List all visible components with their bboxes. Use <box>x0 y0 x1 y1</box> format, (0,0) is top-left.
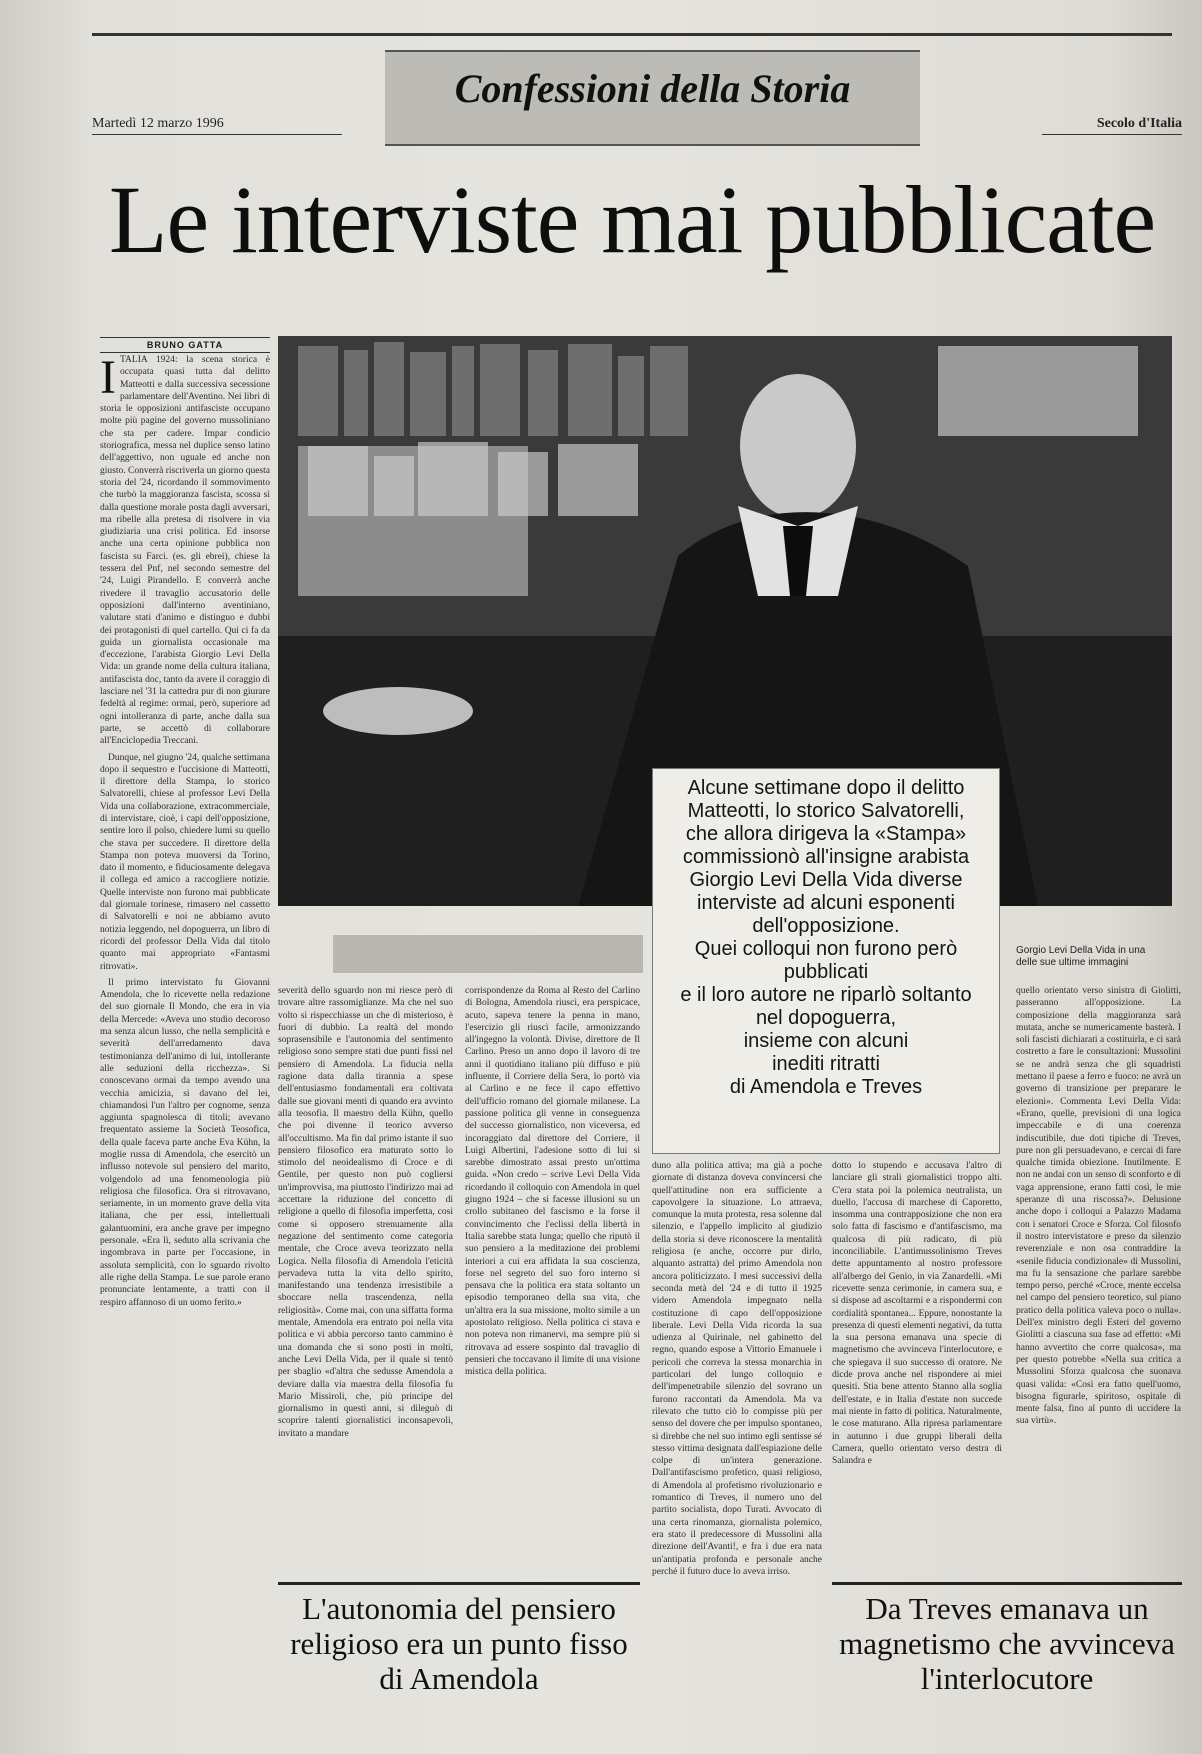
column-1-lead: TALIA 1924: la scena storica è occupata quasi tutta dal delitto Matteotti e dalla successiva secessione parlamentare dell'Aventino. Nei libri di storia le opposizioni antifasciste occupano molte più pagine del governo mussoliniano che sta per cadere. Impar condicio storiografica, messa nel duplice senso latino dell'aggettivo, non uguale ed anche non giusto. Converrà riscriverla un giorno questa storia del '24, ricordando il sommovimento che turbò la maggioranza fascista, scossa sì dalla questione morale posta dagli avversari, ma ribelle alla pretesa di risolvere in via giudiziaria una crisi politica. Ed insorse anche una certa opinione pubblica non fascista su Farci. (es. gli ebrei), chiese la tessera del Pnf, nel secondo semestre del '24, Luigi Pirandello. E converrà anche rivedere il travaglio accusatorio delle opposizioni dall'interno aventiniano, valutare stati d'animo e distinguo e dubbi dei protagonisti di quel cartello. Qui ci fa da guida un giornalista occasionale ma d'eccezione, l'arabista Giorgio Levi Della Vida: un grande nome della cultura italiana, antifascista doc, tanto da avere il coraggio di lasciare nel '31 la cattedra pur di non giurare fedeltà al regime: ormai, però, superiore ad ogni intolleranza di parte, anche dalla sua parte, se accettò di collaborare all'Enciclopedia Treccani. <box>100 355 270 747</box>
quote-line: Alcune settimane dopo il delitto <box>687 777 965 799</box>
quote-line: Quei colloqui non furono però <box>694 938 958 960</box>
quote-line: di Amendola e Treves <box>729 1076 923 1098</box>
article-column-2 <box>278 985 453 1577</box>
quote-line: Matteotti, lo storico Salvatorelli, <box>687 800 965 822</box>
section-title: Confessioni della Storia <box>454 66 851 111</box>
issue-date: Martedì 12 marzo 1996 <box>92 116 342 135</box>
drop-cap: I <box>100 354 116 404</box>
article-column-1 <box>100 354 270 1664</box>
photo-caption-line: Gorgio Levi Della Vida in una <box>1016 945 1146 956</box>
headline: Le interviste mai pubblicate <box>108 166 1156 273</box>
photo-caption-line: delle sue ultime immagini <box>1016 957 1129 968</box>
article-column-6 <box>1016 985 1181 1558</box>
photo-caption-strip <box>333 935 643 973</box>
subhead-right <box>832 1582 1182 1696</box>
article-column-4 <box>652 1160 822 1720</box>
subhead-line: L'autonomia del pensiero <box>302 1591 616 1626</box>
column-3-text: corrispondenze da Roma al Resto del Carlino di Bologna, Amendola riuscì, era perspicace, acuto, sapeva tenere la penna in mano, l'esercizio gli riuscì facile, armonizzando all'ingegno la volontà. Divise, direttore de Il Carlino. Preso un anno dopo il lavoro di tre anni il quotidiano italiano più diffuso e più influente, il Corriere della Sera, lo portò via al Carlino e ne fece il capo effettivo dell'ufficio romano del giornale milanese. La passione politica gli venne in conseguenza del successo giornalistico, non viceversa, ed incoraggiato dal direttore del Corriere, il Luigi Albertini, l'adesione sotto di lui si sarebbe dimostrato assai presto un'ottima guida. «Non credo – scrive Levi Della Vida ricordando il colloquio con Amendola in quel giugno 1924 – che si facesse illusioni su un crollo subitaneo del fascismo e la forse il convincimento che l'eclissi della libertà in Italia sarebbe stata lunga; quello che riputò il suo pensiero a la meditazione dei problemi interiori a cui era affidata la sua coscienza, forse nel segreto del suo foro interno si pensava che la politica era stata soltanto un episodio temporaneo della sua vita, che un'altra era la sua missione, molto simile a un apostolato religioso. Nella politica ci stava e non poteva non rimanervi, ma sempre più si ritrovava ad essere sospinto dal travaglio di pensieri che toccavano il limite di una visione mistica della politica. <box>465 986 640 1378</box>
quote-line: insieme con alcuni <box>743 1030 909 1052</box>
quote-line: inediti ritratti <box>772 1053 880 1075</box>
column-5-text: dotto lo stupendo e accusava l'altro di lanciare gli strali giornalistici troppo alti. C'era stata poi la polemica neutralista, un duello, l'accusa di marchese di Caporetto, insomma una contrapposizione che non era solo fatta di fascismo e d'antifascismo, ma qualcosa di più radicato, di più inconciliabile. L'antimussolinismo Treves dette appuntamento al nostro professore all'albergo del Genio, in via Zanardelli. «Mi ricevette senza cerimonie, in camera sua, e si dispose ad ascoltarmi e a rispondermi con cordialità spontanea... Eppure, nonostante la presenza di questi elementi negativi, da tutta la sua persona emanava una specie di magnetismo che avvinceva l'interlocutore, e che spiegava il suo successo di oratore. Ne dicde prova anche nel rispondere ai miei quesiti. Stia bene attento Stanno alla soglia dell'estate, e in Italia d'estate non succede mai niente in fatto di politica. Naturalmente, le cose maturano. Alla ripresa parlamentare in autunno i due gruppi liberali della Camera, quello orientato verso destra di Salandra e <box>832 1161 1002 1467</box>
quote-line: commissionò all'insigne arabista <box>682 846 970 868</box>
column-1-paragraph-3: Il primo intervistato fu Giovanni Amendola, che lo ricevette nella redazione del suo giornale Il Mondo, che era in via della Mercede: «Aveva uno studio decoroso ma senza alcun lusso, che nella semplicità e severità dell'arredamento dava testimonianza dell'animo di lui, intollerante alle seduzioni della ricchezza». Si conoscevano ormai da tempo avendo una vecchia amicizia, si davano del lei, chiamandosi l'un l'altro per cognome, senza aggiunta spagnolesca di titoli; avevano frequentato assieme la Società Teosofica, della quale faceva parte anche Eva Kühn, la moglie russa di Amendola, che esercitò un influsso notevole sul pensiero del marito, volgendolo ad una fenomenologia più religiosa che filosofica. Ora si ritrovavano, seriamente, in un momento grave della vita italiana, che per essi, intellettuali galantuomini, era anche grave per impegno personale. «Era lì, seduto alla scrivania che ingombrava in parte per l'occasione, in assoluta semplicità, con lo sguardo rivolto alle righe della Stampa. Le sue parole erano pronunciate lentamente, a tratti con il respiro affannoso di un uomo ferito.» <box>100 977 270 1308</box>
subhead-left <box>278 1582 640 1696</box>
subhead-line: l'interlocutore <box>920 1661 1094 1696</box>
subhead-line: Da Treves emanava un <box>865 1591 1149 1626</box>
masthead: Secolo d'Italia <box>1042 116 1182 135</box>
article-column-3 <box>465 985 640 1577</box>
quote-line: pubblicati <box>783 961 869 983</box>
article-column-5 <box>832 1160 1002 1558</box>
subhead-line: religioso era un punto fisso <box>290 1626 628 1661</box>
column-4-text: duno alla politica attiva; ma già a poche giornate di distanza doveva convincersi che quell'attitudine non era sufficiente a capovolgere la situazione. Lo attraeva, comunque la muta protesta, resa solenne dal silenzio, e l'appello implicito al giudizio della storia si deve riconoscere la mentalità religiosa (e anche, occorre pur dirlo, alquanto astratta) del primo Amendola non ancora politicizzato. I mesi successivi della seconda metà del '24 e di tutto il 1925 videro Amendola impegnato nella costituzione di capo dell'opposizione liberale. Levi Della Vida ricorda la sua udienza al Quirinale, nel gabinetto del regno, quando espose a Vittorio Emanuele i pericoli che correva la stessa monarchia in particolari del lungo colloquio e dell'impenetrabile silenzio del sovrano un furono raccontati da Amendola. Ma va rilevato che tutto ciò lo compisse più per senso del dovere che per impulso spontaneo, si direbbe che nel suo intimo egli sentisse sé stesso vittima designata dall'espiazione delle colpe di un'intera generazione. Dall'antifascismo profetico, quasi religioso, di Amendola al profetismo rivoluzionario e romantico di Treves, il numero uno del partito socialista, dopo Turati. Avvocato di una certa rinomanza, giornalista polemico, era stato il predecessore di Mussolini alla direzione dell'Avanti!, e fra i due era nata un'antipatia profonda e personale anche perché il futuro duce lo aveva irriso. <box>652 1161 822 1577</box>
photo-caption <box>1016 945 1181 969</box>
byline: BRUNO GATTA <box>100 337 270 353</box>
quote-line: e il loro autore ne riparlò soltanto <box>680 984 972 1006</box>
pull-quote-box <box>652 768 1000 1154</box>
top-rule <box>92 33 1172 36</box>
subhead-line: di Amendola <box>379 1661 539 1696</box>
column-1-paragraph-2: Dunque, nel giugno '24, qualche settimana dopo il sequestro e l'uccisione di Matteotti, il direttore della Stampa, lo storico Salvatorelli, chiese al professor Levi Della Vida una collaborazione, extracommerciale, di intervistare, cioè, i capi dell'opposizione, sentire loro il polso, chiedere lumi su quello che stava per succedere. Il direttore della Stampa non poteva muoversi da Torino, dato il momento, e fiduciosamente delegava il collega ed amico a raccogliere notizie. Quelle interviste non furono mai pubblicate dal giornale torinese, rimasero nel cassetto di Salvatorelli e noi ne abbiamo avuto notizia leggendo, nel dopoguerra, un libro di ricordi del professor Della Vida dal titolo quanto mai appropriato «Fantasmi ritrovati». <box>100 752 270 972</box>
quote-line: interviste ad alcuni esponenti <box>697 892 955 914</box>
quote-line: Giorgio Levi Della Vida diverse <box>689 869 963 891</box>
quote-line: dell'opposizione. <box>752 915 900 937</box>
subhead-line: magnetismo che avvinceva <box>839 1626 1175 1661</box>
quote-line: nel dopoguerra, <box>755 1007 897 1029</box>
column-6-text: quello orientato verso sinistra di Giolitti, passeranno all'opposizione. La composizione della maggioranza sarà mutata, anche se numericamente basterà. I soli fascisti dichiarati a costituirla, e ci sarà costretto a fare le consultazioni: Mussolini se ne andrà senza che gli squadristi mettano il paese a ferro e fuoco: ne avrà un governo di transizione per preparare le elezioni». Commenta Levi Della Vida: «Erano, quelle, previsioni di una logica impeccabile e di una coerenza indiscutibile, due doti tipiche di Treves, pure non gli persuadevano, e cercai di fare qualche timida obiezione. Inutilmente. E non ne andai con un senso di sconforto e di vaga apprensione, erano fatti così, le mie speranze di una riscossa?». Delusione anche dopo i colloqui a Palazzo Madama con i senatori Croce e Sforza. Col filosofo il nostro intervistatore e preso da silenzio reverenziale e non osa contraddire la «senile fiducia condizionale» di Mussolini, ma fu la sensazione che parlare sarebbe tempo perso, perché «Croce, mente eccelsa nel campo del pensiero teoretico, sul piano pratico della politica valeva poco o nulla». Dell'ex ministro degli Esteri del governo Giolitti a ciascuna sua fase ad effetto: «Mi hanno avvertito che corre qualcosa», ma per questo potrebbe «Nella sua critica a Mussolini Sforza qualcosa che suonava quasi valida: «Così era fatto quell'uomo, bisogna figurarle, spiritoso, ospitale di mente falsa, fino al punto di uccidere la sua virtù». <box>1016 986 1181 1427</box>
quote-line: che allora dirigeva la «Stampa» <box>685 823 967 845</box>
column-2-text: severità dello sguardo non mi riesce però di trovare altre rassomiglianze. Ma che nel suo volto si rispecchiasse un che di misterioso, è fuori di dubbio. La realtà del mondo soprasensibile e l'autonomia del sentimento religioso sono sempre stati due punti fissi nel pensiero di Amendola. La fiducia nella ragione data dalla tirannia a spese dell'entusiasmo fondamentali era coltivata dalle sue giovani menti di quando era avvinto alla teosofia. Il maestro della Kühn, quello che poi divenne il teorico avverso all'occultismo. Ma fin dal primo istante il suo pensiero filosofico era maturato sotto lo stimolo del neoidealismo di Croce e di Gentile, per questo non può cogliersi un'improvvisa, ma piuttosto l'indirizzo mai ad accettare la riduzione del concetto di religione a quello di filosofia imperfetta, così come si opposero strenuamente alla negazione del sentimento come categoria mentale, che Croce aveva teorizzato nella Logica. Nella filosofia di Amendola l'eticità pervadeva tutta la vita dello spirito, manifestando una tendenza irresistibile a sboccare nella trascendenza, nella religiosità». Come mai, con una siffatta forma mentale, Amendola era entrato poi nella vita politica e vi abbia percorso tanto cammino è una domanda che si sono posti in molti, anche Levi Della Vida, per il quale si tentò per sbaglio «d'altra che sedusse Amendola a deviare dalla via maestra della filosofia fu Mario Missiroli, che, più principe del giornalismo in questi anni, si dileguò di scoprire talenti giornalistici inconsapevoli, invitato a mandare <box>278 986 453 1439</box>
